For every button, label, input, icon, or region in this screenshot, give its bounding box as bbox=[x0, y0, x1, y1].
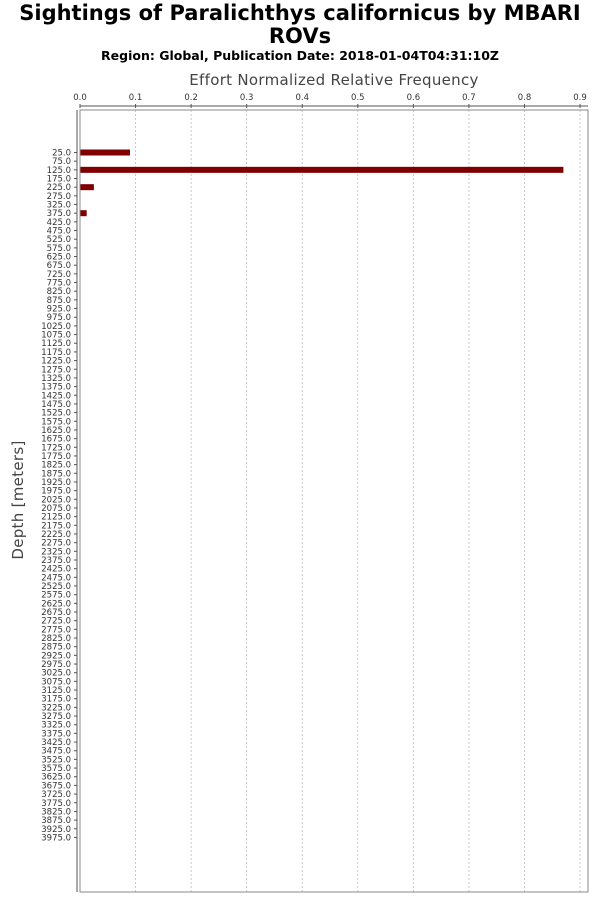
y-tick-label: 625.0 bbox=[46, 252, 71, 263]
y-tick-label: 2875.0 bbox=[41, 642, 71, 653]
y-tick-label: 1375.0 bbox=[41, 382, 71, 393]
bars bbox=[80, 150, 563, 217]
y-tick-label: 825.0 bbox=[46, 287, 71, 298]
x-ticks bbox=[73, 93, 588, 108]
y-tick-label: 2025.0 bbox=[41, 495, 71, 506]
y-tick-label: 75.0 bbox=[52, 157, 71, 168]
y-tick-label: 3725.0 bbox=[41, 790, 71, 801]
x-tick-label: 0.4 bbox=[295, 93, 310, 103]
y-tick-label: 2575.0 bbox=[41, 590, 71, 601]
y-tick-label: 275.0 bbox=[46, 191, 71, 202]
x-tick-label: 0.8 bbox=[517, 93, 532, 103]
y-tick-label: 3775.0 bbox=[41, 798, 71, 809]
y-tick-label: 125.0 bbox=[46, 165, 71, 176]
y-tick-label: 475.0 bbox=[46, 226, 71, 237]
y-tick-label: 675.0 bbox=[46, 261, 71, 272]
y-tick-label: 1725.0 bbox=[41, 443, 71, 454]
y-tick-label: 3975.0 bbox=[41, 833, 71, 844]
plot-frame bbox=[80, 110, 588, 892]
y-tick-label: 1025.0 bbox=[41, 321, 71, 332]
y-tick-label: 3625.0 bbox=[41, 772, 71, 783]
y-tick-label: 2675.0 bbox=[41, 608, 71, 619]
y-tick-label: 1125.0 bbox=[41, 339, 71, 350]
y-tick-label: 575.0 bbox=[46, 243, 71, 254]
y-tick-label: 425.0 bbox=[46, 217, 71, 228]
x-tick-label: 0.7 bbox=[462, 93, 476, 103]
y-tick-label: 1075.0 bbox=[41, 330, 71, 341]
y-tick-label: 1675.0 bbox=[41, 434, 71, 445]
y-tick-label: 3575.0 bbox=[41, 764, 71, 775]
y-tick-label: 1425.0 bbox=[41, 391, 71, 402]
y-axis-label: Depth [meters] bbox=[9, 440, 27, 560]
y-tick-label: 3025.0 bbox=[41, 668, 71, 679]
y-tick-label: 3325.0 bbox=[41, 720, 71, 731]
y-tick-label: 975.0 bbox=[46, 313, 71, 324]
y-tick-label: 1625.0 bbox=[41, 425, 71, 436]
y-tick-label: 3675.0 bbox=[41, 781, 71, 792]
y-tick-label: 1875.0 bbox=[41, 469, 71, 480]
y-ticks bbox=[41, 110, 77, 892]
y-tick-label: 1825.0 bbox=[41, 460, 71, 471]
y-tick-label: 525.0 bbox=[46, 235, 71, 246]
y-tick-label: 775.0 bbox=[46, 278, 71, 289]
y-tick-label: 2275.0 bbox=[41, 538, 71, 549]
y-tick-label: 1775.0 bbox=[41, 451, 71, 462]
y-tick-label: 3075.0 bbox=[41, 677, 71, 688]
grid bbox=[136, 110, 580, 892]
x-tick-label: 0.2 bbox=[184, 93, 198, 103]
y-tick-label: 725.0 bbox=[46, 269, 71, 280]
y-tick-label: 375.0 bbox=[46, 209, 71, 220]
y-tick-label: 2925.0 bbox=[41, 651, 71, 662]
y-tick-label: 2325.0 bbox=[41, 547, 71, 558]
y-tick-label: 2075.0 bbox=[41, 503, 71, 514]
x-tick-label: 0.6 bbox=[406, 93, 421, 103]
y-tick-label: 925.0 bbox=[46, 304, 71, 315]
y-tick-label: 325.0 bbox=[46, 200, 71, 211]
x-tick-label: 0.3 bbox=[239, 93, 254, 103]
y-tick-label: 3175.0 bbox=[41, 694, 71, 705]
bar-225.0 bbox=[80, 184, 94, 190]
y-tick-label: 225.0 bbox=[46, 183, 71, 194]
bar-375.0 bbox=[80, 210, 87, 216]
y-tick-label: 25.0 bbox=[52, 148, 71, 159]
x-tick-label: 0.1 bbox=[128, 93, 143, 103]
y-tick-label: 3925.0 bbox=[41, 824, 71, 835]
x-tick-label: 0.9 bbox=[573, 93, 587, 103]
y-tick-label: 2525.0 bbox=[41, 582, 71, 592]
y-tick-label: 3375.0 bbox=[41, 729, 71, 740]
y-tick-label: 2825.0 bbox=[41, 634, 71, 645]
y-tick-label: 2975.0 bbox=[41, 660, 71, 671]
y-tick-label: 3875.0 bbox=[41, 816, 71, 827]
y-tick-label: 1525.0 bbox=[41, 408, 71, 419]
y-tick-label: 3825.0 bbox=[41, 807, 71, 818]
chart-title: Sightings of Paralichthys californicus by MBARI ROVs bbox=[19, 1, 581, 48]
y-tick-label: 2475.0 bbox=[41, 573, 71, 584]
y-tick-label: 1975.0 bbox=[41, 486, 71, 497]
y-tick-label: 2175.0 bbox=[41, 521, 71, 532]
chart-subtitle: Region: Global, Publication Date: 2018-01-04T04:31:10Z bbox=[101, 48, 499, 63]
x-tick-label: 0.5 bbox=[351, 93, 365, 103]
x-axis-label: Effort Normalized Relative Frequency bbox=[189, 71, 479, 89]
y-tick-label: 3125.0 bbox=[41, 686, 71, 697]
y-tick-label: 3475.0 bbox=[41, 746, 71, 757]
y-tick-label: 2725.0 bbox=[41, 616, 71, 627]
y-tick-label: 1925.0 bbox=[41, 477, 71, 488]
y-tick-label: 1225.0 bbox=[41, 356, 71, 367]
y-tick-label: 3425.0 bbox=[41, 738, 71, 749]
y-tick-label: 2125.0 bbox=[41, 512, 71, 523]
y-tick-label: 175.0 bbox=[46, 174, 71, 185]
bar-125.0 bbox=[80, 167, 563, 173]
bar-25.0 bbox=[80, 150, 130, 156]
y-tick-label: 1475.0 bbox=[41, 399, 71, 410]
y-tick-label: 1275.0 bbox=[41, 365, 71, 376]
y-tick-label: 1325.0 bbox=[41, 373, 71, 384]
x-tick-label: 0.0 bbox=[73, 93, 87, 103]
y-tick-label: 3225.0 bbox=[41, 703, 71, 714]
y-tick-label: 3275.0 bbox=[41, 712, 71, 723]
y-tick-label: 875.0 bbox=[46, 295, 71, 306]
y-tick-label: 2375.0 bbox=[41, 555, 71, 566]
y-tick-label: 2625.0 bbox=[41, 599, 71, 610]
y-tick-label: 2225.0 bbox=[41, 529, 71, 540]
y-tick-label: 1175.0 bbox=[41, 347, 71, 358]
y-tick-label: 3525.0 bbox=[41, 755, 71, 766]
y-tick-label: 1575.0 bbox=[41, 417, 71, 428]
y-tick-label: 2425.0 bbox=[41, 564, 71, 575]
y-tick-label: 2775.0 bbox=[41, 625, 71, 636]
